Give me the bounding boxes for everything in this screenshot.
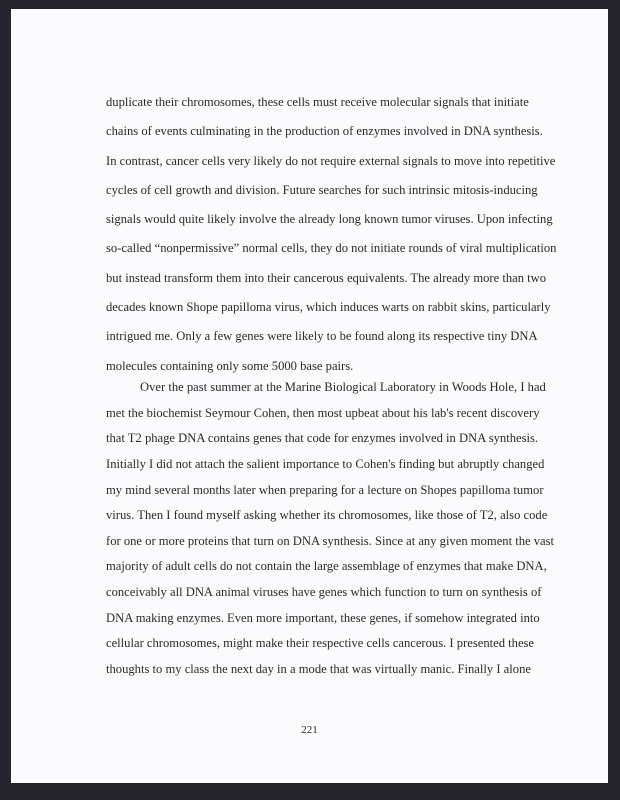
text-line: conceivably all DNA animal viruses have genes which function to turn on synthesis of xyxy=(106,585,542,600)
text-line: that T2 phage DNA contains genes that code for enzymes involved in DNA synthesis. xyxy=(106,431,539,446)
text-line: my mind several months later when preparing for a lecture on Shopes papilloma tumor xyxy=(106,482,544,497)
text-line: duplicate their chromosomes, these cells must receive molecular signals that initiate xyxy=(106,95,529,109)
text-line: intrigued me. Only a few genes were likely to be found along its respective tiny DNA xyxy=(106,329,538,344)
text-line: majority of adult cells do not contain the large assemblage of enzymes that make DNA, xyxy=(106,559,547,574)
document-page xyxy=(11,9,608,783)
text-line: Over the past summer at the Marine Biological Laboratory in Woods Hole, I had xyxy=(140,380,546,394)
text-line: Initially I did not attach the salient importance to Cohen's finding but abruptly changed xyxy=(106,456,545,471)
text-line: DNA making enzymes. Even more important, these genes, if somehow integrated into xyxy=(106,610,540,625)
text-line: signals would quite likely involve the already long known tumor viruses. Upon infecting xyxy=(106,212,553,227)
paragraph-2 xyxy=(106,375,555,683)
text-line: molecules containing only some 5000 base pairs. xyxy=(106,358,354,373)
text-line: so-called “nonpermissive” normal cells, they do not initiate rounds of viral multiplication xyxy=(106,241,557,256)
page-number: 221 xyxy=(301,724,318,736)
text-line: cycles of cell growth and division. Future searches for such intrinsic mitosis-inducing xyxy=(106,182,538,197)
text-line: virus. Then I found myself asking whether its chromosomes, like those of T2, also code xyxy=(106,508,548,523)
paragraph-1 xyxy=(106,88,557,381)
text-line: for one or more proteins that turn on DNA synthesis. Since at any given moment the vast xyxy=(106,533,555,548)
text-line: chains of events culminating in the production of enzymes involved in DNA synthesis. xyxy=(106,124,543,139)
text-line: In contrast, cancer cells very likely do not require external signals to move into repetitive xyxy=(106,153,556,168)
text-line: but instead transform them into their cancerous equivalents. The already more than two xyxy=(106,270,547,285)
text-line: met the biochemist Seymour Cohen, then most upbeat about his lab's recent discovery xyxy=(106,405,540,420)
text-line: thoughts to my class the next day in a mode that was virtually manic. Finally I alone xyxy=(106,662,531,677)
text-line: cellular chromosomes, might make their respective cells cancerous. I presented these xyxy=(106,636,535,651)
text-line: decades known Shope papilloma virus, which induces warts on rabbit skins, particularly xyxy=(106,300,551,315)
